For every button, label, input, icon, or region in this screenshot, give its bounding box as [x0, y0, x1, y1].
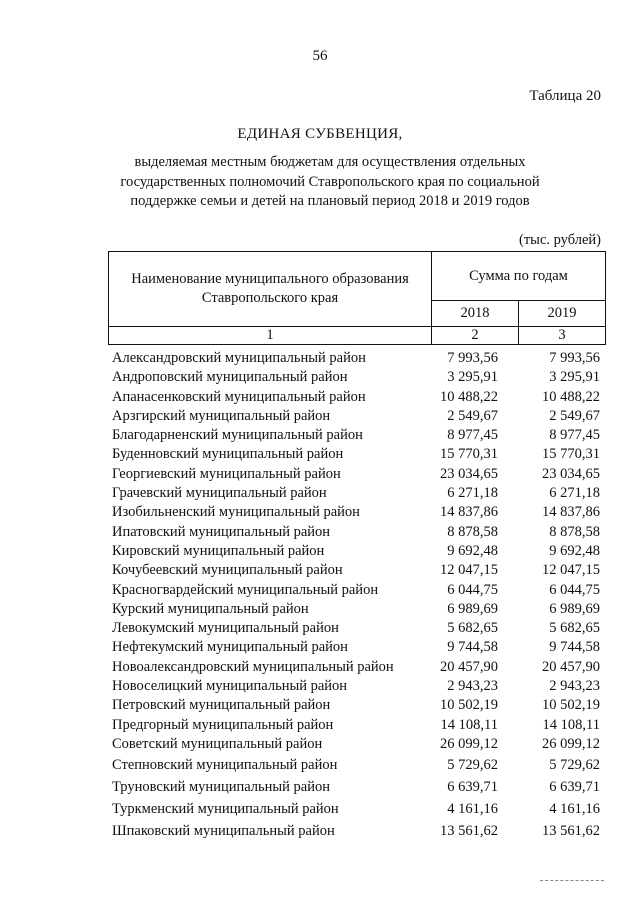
table-row — [112, 561, 600, 580]
value-2018: 6 271,18 — [447, 485, 498, 502]
municipality-name: Туркменский муниципальный район — [112, 801, 339, 818]
municipality-name: Ипатовский муниципальный район — [112, 523, 331, 540]
table-row — [112, 600, 600, 619]
value-2018: 6 989,69 — [447, 600, 498, 617]
value-2018: 8 977,45 — [447, 427, 498, 444]
table-row — [112, 349, 600, 368]
table-row — [112, 426, 600, 445]
value-2019: 6 989,69 — [549, 600, 600, 617]
value-2019: 6 044,75 — [549, 581, 600, 598]
header-year-2019: 2019 — [519, 301, 606, 327]
header-col-number-1: 1 — [109, 327, 432, 345]
table-row — [112, 658, 600, 677]
value-2019: 20 457,90 — [542, 658, 600, 675]
table-header — [108, 251, 606, 345]
table-row — [112, 542, 600, 561]
municipality-name: Петровский муниципальный район — [112, 697, 331, 714]
value-2019: 10 502,19 — [542, 697, 600, 714]
value-2019: 13 561,62 — [542, 823, 600, 840]
value-2018: 2 943,23 — [447, 678, 498, 695]
value-2019: 7 993,56 — [549, 350, 600, 366]
value-2019: 15 770,31 — [542, 446, 600, 463]
table-row — [112, 465, 600, 484]
value-2018: 5 682,65 — [447, 620, 498, 637]
header-col-number-3: 3 — [519, 327, 606, 345]
value-2019: 6 271,18 — [549, 485, 600, 502]
municipality-name: Буденновский муниципальный район — [112, 446, 344, 463]
value-2019: 23 034,65 — [542, 465, 600, 482]
value-2018: 6 044,75 — [447, 581, 498, 598]
municipality-name: Кочубеевский муниципальный район — [112, 562, 343, 579]
municipality-name: Новоселицкий муниципальный район — [112, 678, 348, 695]
value-2019: 2 549,67 — [549, 407, 600, 424]
value-2019: 9 744,58 — [549, 639, 600, 656]
table-row — [112, 484, 600, 503]
value-2018: 4 161,16 — [447, 801, 498, 818]
table-row — [112, 754, 600, 776]
table-row — [112, 696, 600, 715]
value-2019: 14 837,86 — [542, 504, 600, 521]
table-row — [112, 445, 600, 464]
table-row — [112, 716, 600, 735]
table-row — [112, 407, 600, 426]
municipality-name: Апанасенковский муниципальный район — [112, 388, 366, 405]
header-col-number-2: 2 — [432, 327, 519, 345]
table-body — [112, 349, 600, 842]
value-2019: 5 729,62 — [549, 757, 600, 774]
municipality-name: Труновский муниципальный район — [112, 779, 330, 796]
table-row — [112, 523, 600, 542]
table-row — [112, 638, 600, 657]
page-number: 56 — [312, 48, 328, 64]
value-2019: 9 692,48 — [549, 542, 600, 559]
value-2018: 15 770,31 — [440, 446, 498, 463]
value-2018: 14 108,11 — [440, 716, 498, 733]
value-2019: 10 488,22 — [542, 388, 600, 405]
value-2018: 10 488,22 — [440, 388, 498, 405]
municipality-name: Александровский муниципальный район — [112, 350, 366, 366]
document-title: ЕДИНАЯ СУБВЕНЦИЯ, — [237, 126, 403, 142]
table-row — [112, 388, 600, 407]
value-2018: 8 878,58 — [447, 523, 498, 540]
value-2018: 2 549,67 — [447, 407, 498, 424]
municipality-name: Новоалександровский муниципальный район — [112, 658, 394, 675]
value-2019: 4 161,16 — [549, 801, 600, 818]
units-label: (тыс. рублей) — [519, 232, 601, 248]
value-2018: 9 692,48 — [447, 542, 498, 559]
municipality-name: Благодарненский муниципальный район — [112, 427, 363, 444]
municipality-name: Курский муниципальный район — [112, 600, 309, 617]
table-row — [112, 677, 600, 696]
header-municipality — [109, 252, 432, 327]
table-row — [112, 735, 600, 754]
header-municipality-line1: Наименование муниципального образования — [131, 271, 409, 287]
value-2019: 3 295,91 — [549, 369, 600, 386]
value-2018: 9 744,58 — [447, 639, 498, 656]
header-municipality-line2: Ставропольского края — [201, 290, 339, 306]
municipality-name: Красногвардейский муниципальный район — [112, 581, 379, 598]
subtitle-line: поддержке семьи и детей на плановый период 2018 и 2019 годов — [130, 193, 530, 209]
value-2018: 13 561,62 — [440, 823, 498, 840]
value-2018: 5 729,62 — [447, 757, 498, 774]
value-2019: 2 943,23 — [549, 678, 600, 695]
header-year-2018: 2018 — [432, 301, 519, 327]
value-2019: 6 639,71 — [549, 779, 600, 796]
municipality-name: Грачевский муниципальный район — [112, 485, 327, 502]
table-row — [112, 776, 600, 798]
municipality-name: Советский муниципальный район — [112, 735, 323, 752]
subtitle-line: государственных полномочий Ставропольского края по социальной — [120, 173, 540, 190]
municipality-name: Кировский муниципальный район — [112, 542, 325, 559]
value-2018: 26 099,12 — [440, 735, 498, 752]
municipality-name: Нефтекумский муниципальный район — [112, 639, 348, 656]
table-row — [112, 368, 600, 387]
value-2019: 12 047,15 — [542, 562, 600, 579]
table-row — [112, 581, 600, 600]
municipality-name: Георгиевский муниципальный район — [112, 465, 341, 482]
value-2018: 14 837,86 — [440, 504, 498, 521]
value-2019: 26 099,12 — [542, 735, 600, 752]
value-2018: 3 295,91 — [447, 369, 498, 386]
value-2019: 8 878,58 — [549, 523, 600, 540]
value-2019: 8 977,45 — [549, 427, 600, 444]
value-2018: 6 639,71 — [447, 779, 498, 796]
municipality-name: Шпаковский муниципальный район — [112, 823, 335, 840]
value-2018: 12 047,15 — [440, 562, 498, 579]
table-row — [112, 619, 600, 638]
municipality-name: Левокумский муниципальный район — [112, 620, 339, 637]
municipality-name: Степновский муниципальный район — [112, 757, 338, 774]
value-2018: 10 502,19 — [440, 697, 498, 714]
value-2018: 23 034,65 — [440, 465, 498, 482]
table-row — [112, 798, 600, 820]
municipality-name: Предгорный муниципальный район — [112, 716, 334, 733]
table-row — [112, 503, 600, 522]
value-2019: 5 682,65 — [549, 620, 600, 637]
municipality-name: Арзгирский муниципальный район — [112, 407, 331, 424]
subtitle-line: выделяемая местным бюджетам для осуществления отдельных — [134, 154, 526, 170]
header-sum-by-years: Сумма по годам — [432, 252, 606, 301]
document-subtitle — [120, 153, 540, 212]
value-2019: 14 108,11 — [542, 716, 600, 733]
municipality-name: Андроповский муниципальный район — [112, 369, 348, 386]
table-row — [112, 820, 600, 842]
table-label: Таблица 20 — [529, 88, 601, 104]
value-2018: 7 993,56 — [447, 350, 498, 366]
value-2018: 20 457,90 — [440, 658, 498, 675]
municipality-name: Изобильненский муниципальный район — [112, 504, 360, 521]
page-end-mark — [540, 880, 604, 881]
